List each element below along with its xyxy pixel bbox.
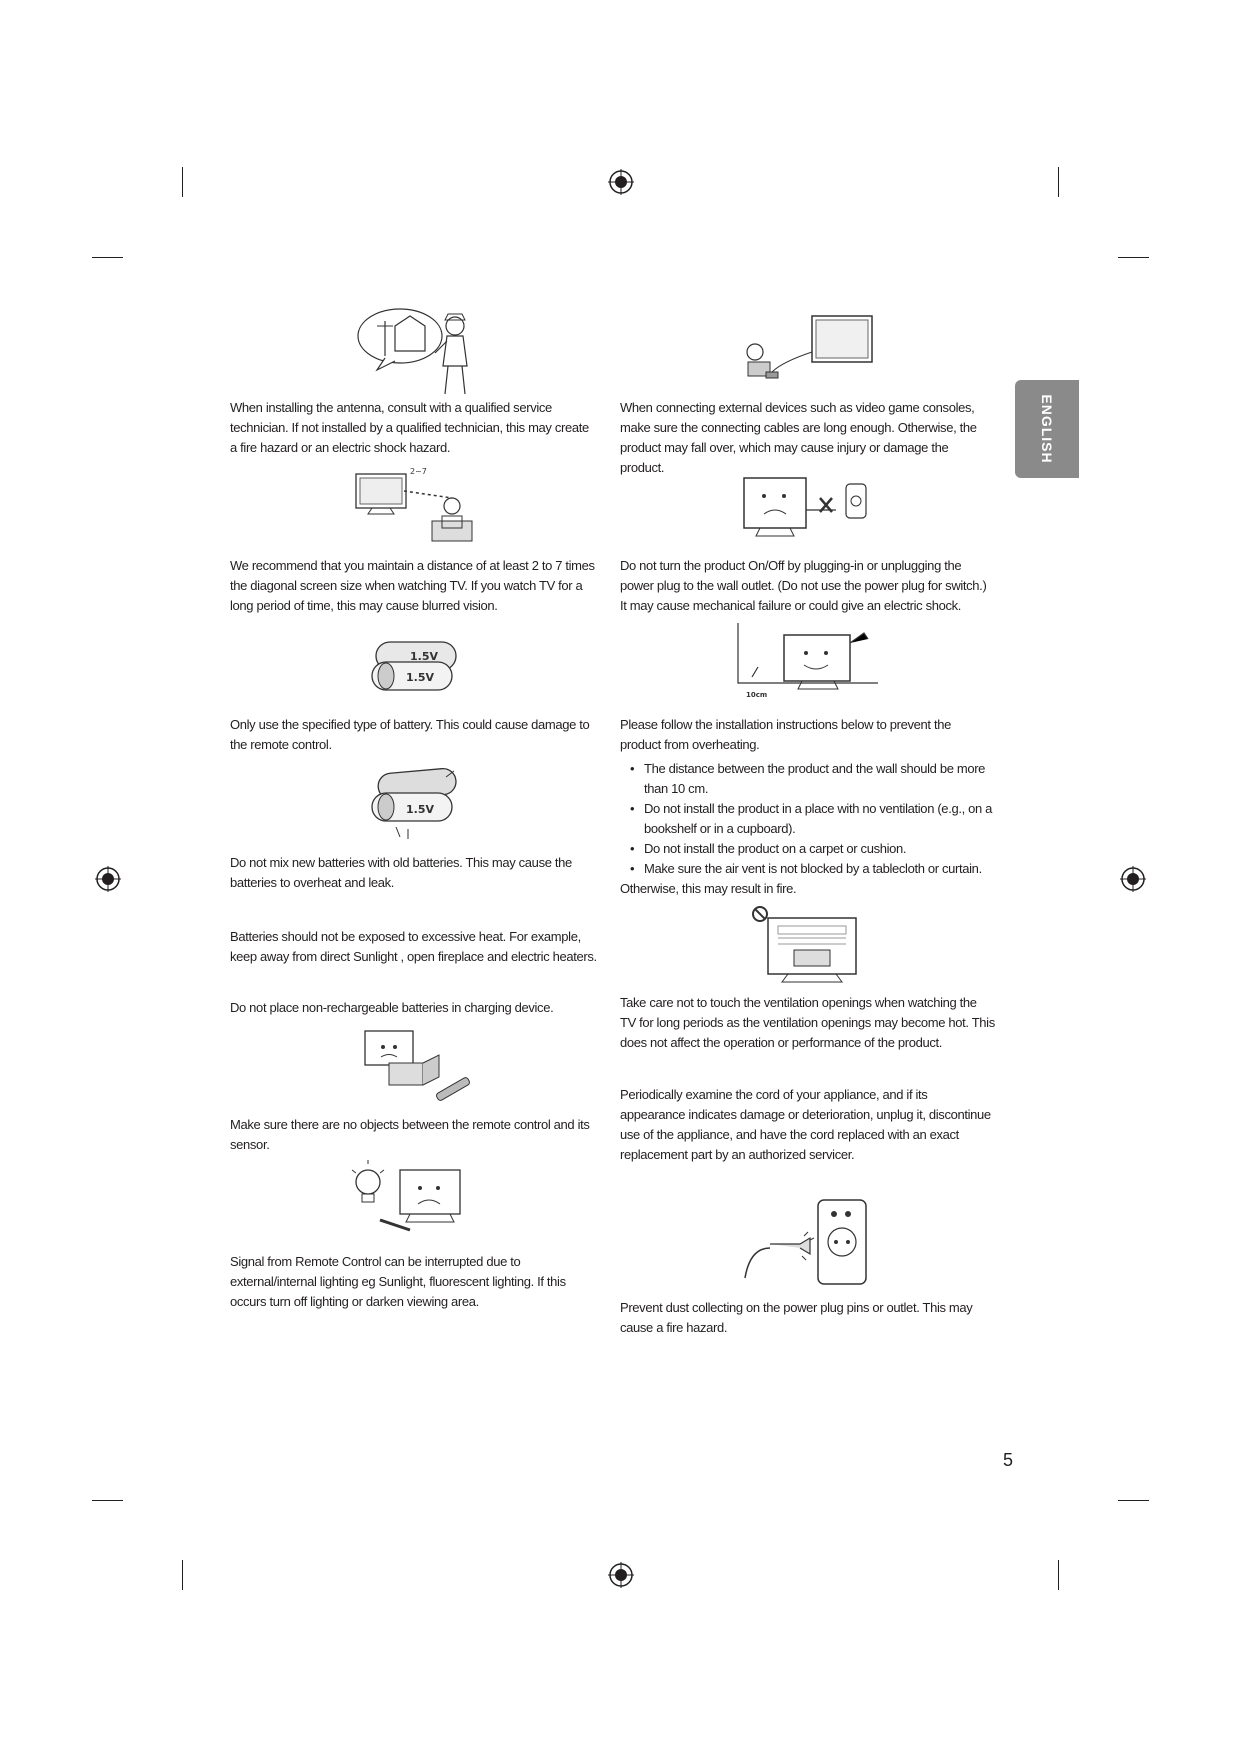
external-devices-text: When connecting external devices such as video game consoles, make sure the connecting cables are long enough. Otherwise, the product may fall over, which may cause injury or damage the product. (620, 400, 977, 475)
mixed-batteries-text: Do not mix new batteries with old batteries. This may cause the batteries to overheat and leak. (230, 855, 572, 890)
list-item: • Make sure the air vent is not blocked by a tablecloth or curtain. (620, 859, 995, 879)
crop-mark (1058, 1560, 1059, 1590)
list-item: • Do not install the product on a carpet or cushion. (620, 839, 995, 859)
battery-voltage-label: 1.5V (406, 803, 434, 816)
page-number: 5 (1003, 1450, 1014, 1470)
ventilation-illustration (748, 904, 863, 986)
list-item: • The distance between the product and the wall should be more than 10 cm. (620, 759, 995, 799)
crop-mark (92, 1500, 123, 1501)
cord-inspection-text: Periodically examine the cord of your appliance, and if its appearance indicates damage or deterioration, unplug it, discontinue use of the appliance, and have the cord replaced with an exact replacement part by an authorized servicer. (620, 1087, 991, 1162)
battery-voltage-label: 1.5V (410, 650, 438, 663)
remote-sensor-illustration (355, 1027, 475, 1103)
registration-mark-icon (608, 1562, 634, 1588)
dust-plug-illustration (740, 1196, 870, 1294)
crop-mark (1058, 167, 1059, 197)
charging-device-text: Do not place non-rechargeable batteries in charging device. (230, 1000, 554, 1015)
svg-text:2~7: 2~7 (410, 467, 427, 476)
registration-mark-icon (95, 866, 121, 892)
overheating-list (620, 759, 995, 879)
viewing-distance-text: We recommend that you maintain a distance of at least 2 to 7 times the diagonal screen size when watching TV. If you watch TV for a long period of time, this may cause blurred vision. (230, 558, 595, 613)
crop-mark (1118, 1500, 1149, 1501)
ventilation-text: Take care not to touch the ventilation openings when watching the TV for long periods as the ventilation openings may become hot. This does not affect the operation or performance of the product. (620, 995, 995, 1050)
overheating-outro-text: Otherwise, this may result in fire. (620, 881, 797, 896)
wall-distance-illustration (728, 623, 878, 703)
wall-gap-label: 10cm (746, 691, 768, 699)
antenna-technician-illustration (355, 306, 490, 396)
crop-mark (182, 167, 183, 197)
mixed-batteries-illustration (366, 763, 466, 843)
list-item: • Do not install the product in a place with no ventilation (e.g., on a bookshelf or in a cupboard). (620, 799, 995, 839)
power-plug-switch-illustration (740, 474, 870, 540)
crop-mark (182, 1560, 183, 1590)
registration-mark-icon (608, 169, 634, 195)
overheating-intro-text: Please follow the installation instructions below to prevent the product from overheating. (620, 717, 951, 752)
language-tab (1015, 380, 1079, 478)
registration-mark-icon (1120, 866, 1146, 892)
antenna-warning-text: When installing the antenna, consult with a qualified service technician. If not installed by a qualified technician, this may create a fire hazard or an electric shock hazard. (230, 400, 589, 455)
remote-sensor-text: Make sure there are no objects between the remote control and its sensor. (230, 1117, 590, 1152)
remote-interference-text: Signal from Remote Control can be interrupted due to external/internal lighting eg Sunlight, fluorescent lighting. If this occurs turn off lighting or darken viewing area. (230, 1254, 566, 1309)
crop-mark (92, 257, 123, 258)
battery-type-illustration (366, 636, 466, 696)
viewing-distance-illustration (352, 466, 477, 544)
language-tab-label: ENGLISH (1039, 394, 1055, 464)
power-plug-text: Do not turn the product On/Off by plugging-in or unplugging the power plug to the wall outlet. (Do not use the power plug for switch.) It may cause mechanical failure or could give an electric shock. (620, 558, 987, 613)
battery-voltage-label: 1.5V (406, 671, 434, 684)
remote-interference-illustration (350, 1160, 485, 1240)
battery-type-text: Only use the specified type of battery. This could cause damage to the remote control. (230, 717, 590, 752)
game-console-illustration (740, 312, 875, 392)
dust-warning-text: Prevent dust collecting on the power plug pins or outlet. This may cause a fire hazard. (620, 1300, 973, 1335)
battery-heat-text: Batteries should not be exposed to excessive heat. For example, keep away from direct Sunlight , open fireplace and electric heaters. (230, 929, 597, 964)
crop-mark (1118, 257, 1149, 258)
